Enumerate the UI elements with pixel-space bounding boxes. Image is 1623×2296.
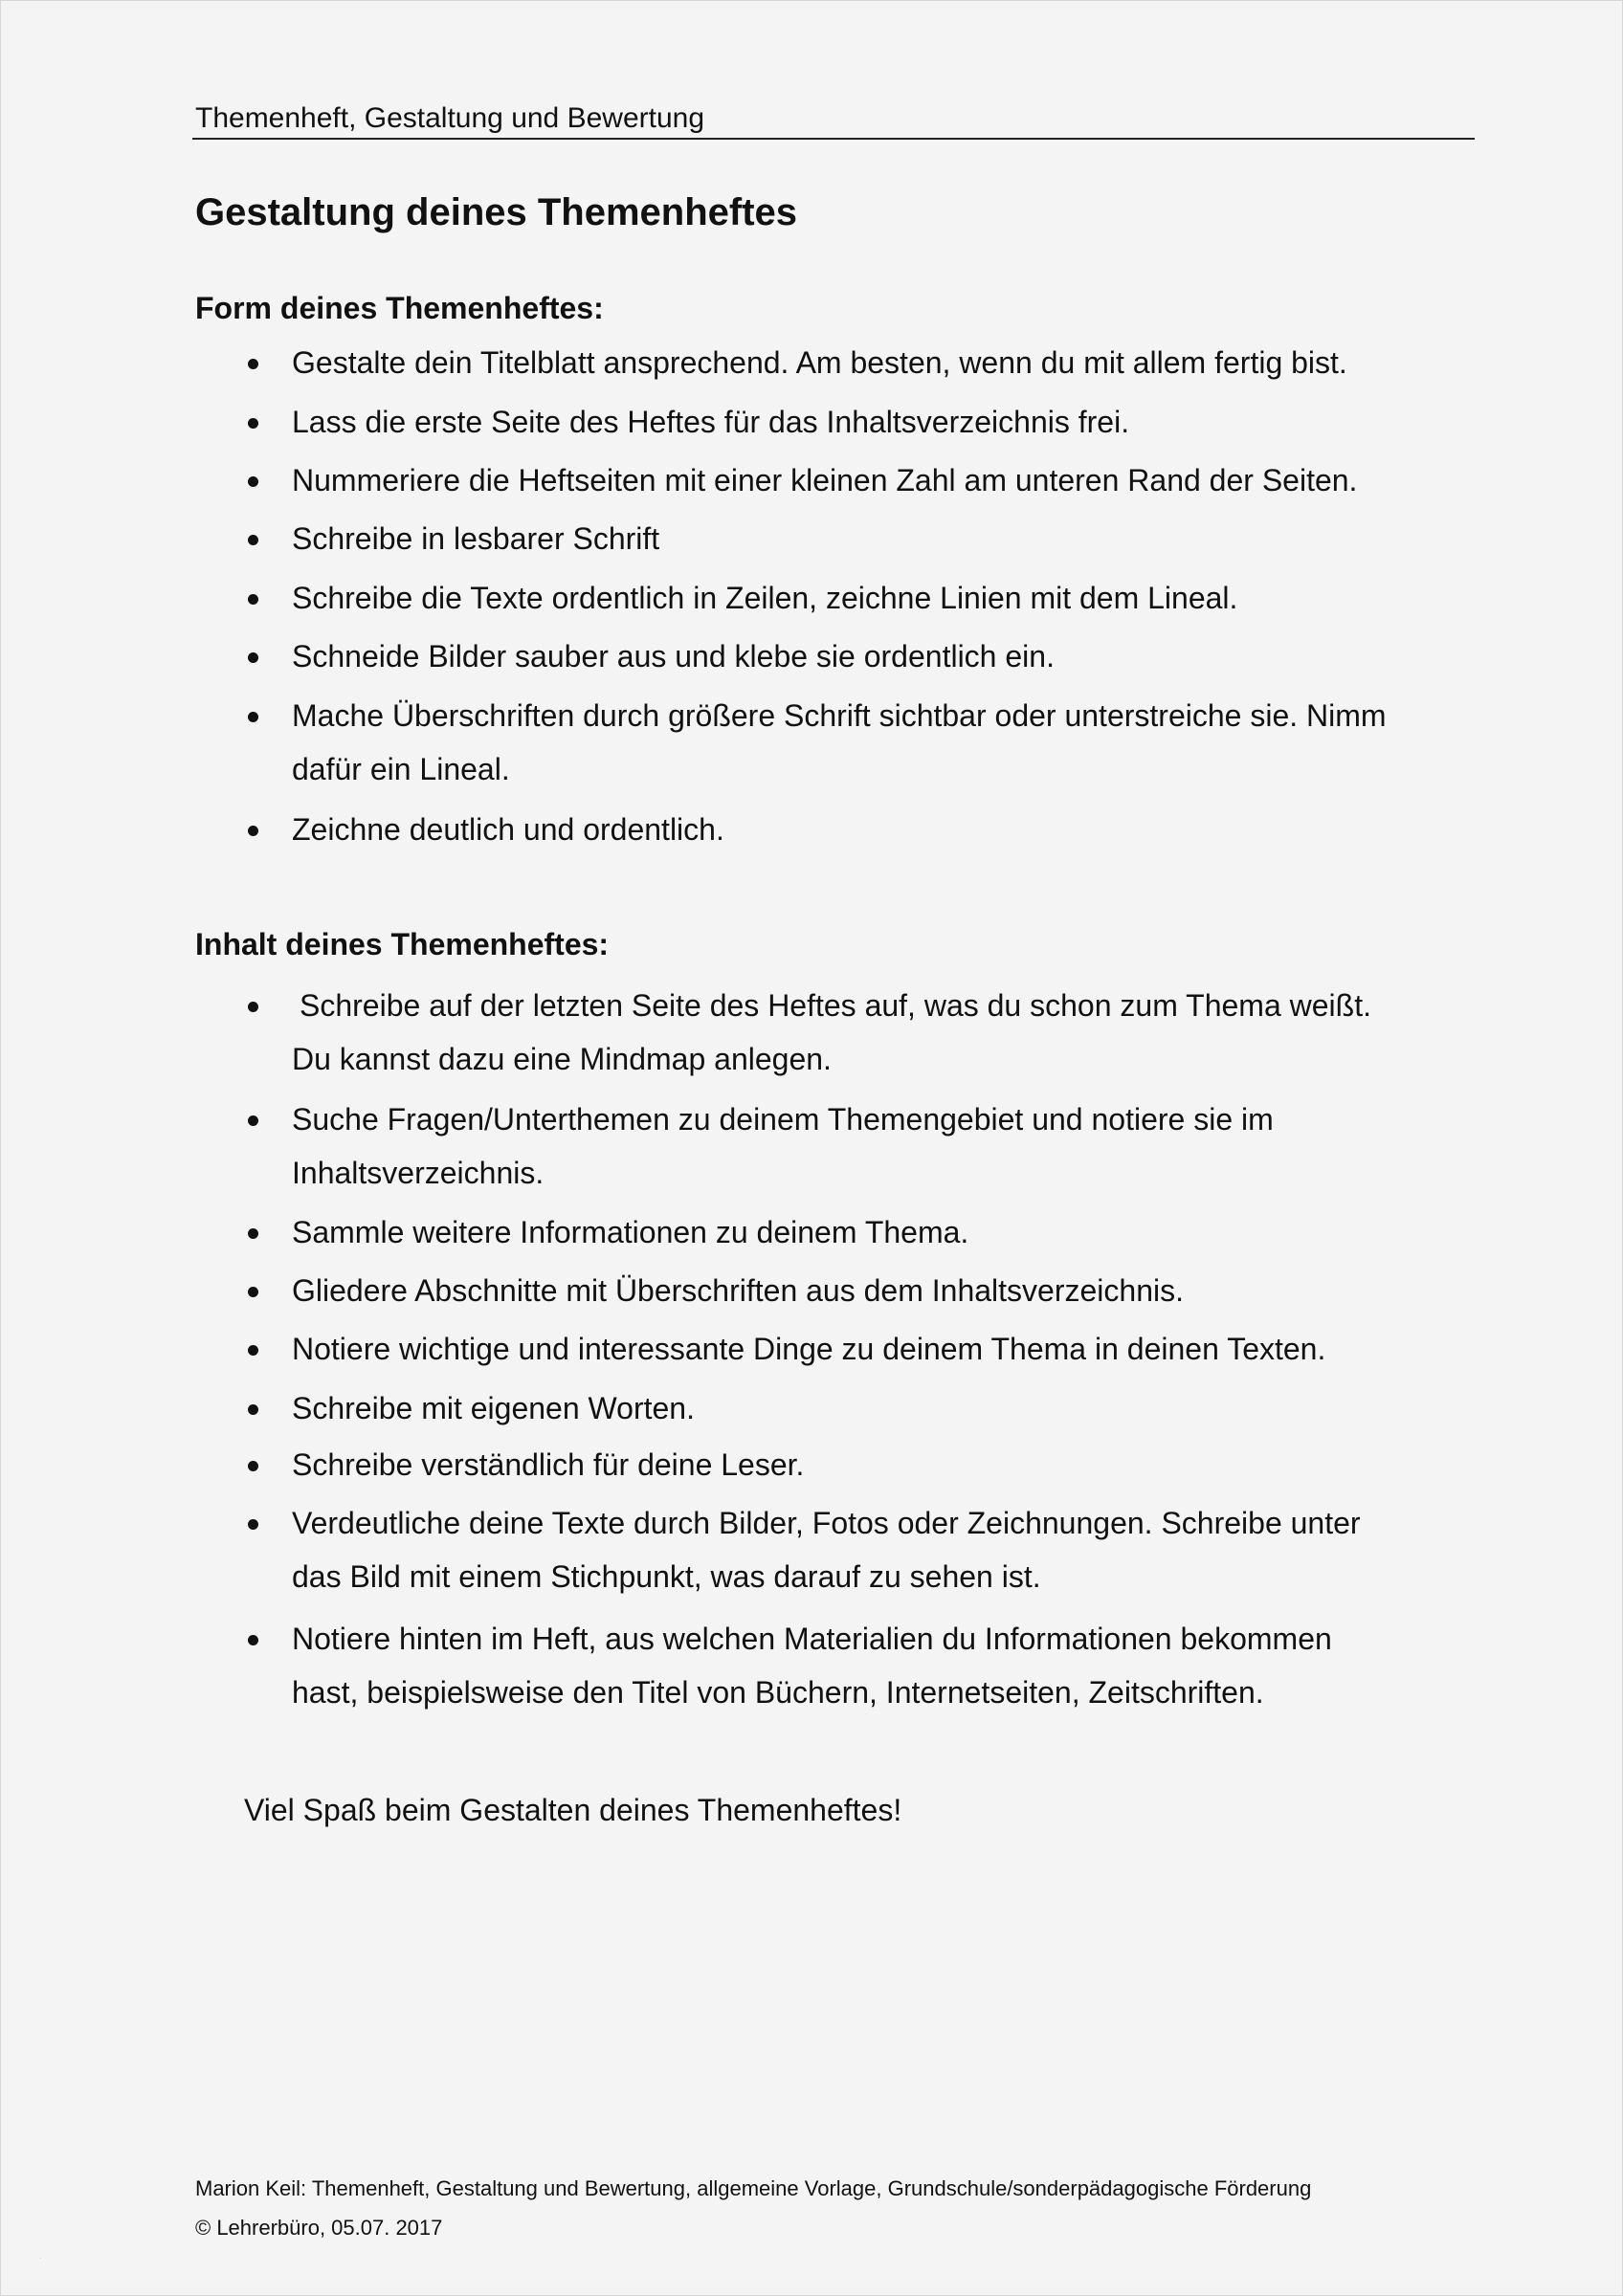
bullet-dot-icon bbox=[248, 535, 258, 545]
footer-credit: Marion Keil: Themenheft, Gestaltung und Bewertung, allgemeine Vorlage, Grundschule/sonderpädagogische Förderung bbox=[195, 2176, 1312, 2200]
list-item-text: Verdeutliche deine Texte durch Bilder, Fotos oder Zeichnungen. Schreibe unter bbox=[292, 1506, 1361, 1540]
list-item-text: Zeichne deutlich und ordentlich. bbox=[292, 812, 724, 847]
list-item-text: Schreibe auf der letzten Seite des Heftes auf, was du schon zum Thema weißt. bbox=[300, 988, 1371, 1023]
bullet-dot-icon bbox=[248, 1461, 258, 1471]
list-item-text: Suche Fragen/Unterthemen zu deinem Themengebiet und notiere sie im bbox=[292, 1102, 1274, 1137]
section-heading-content-colon: : bbox=[598, 927, 610, 961]
bullet-dot-icon bbox=[248, 1228, 258, 1239]
list-item-text: Schreibe verständlich für deine Leser. bbox=[292, 1447, 805, 1482]
section-heading-content-text: Inhalt deines Themenheftes bbox=[195, 927, 599, 961]
list-item-text: Du kannst dazu eine Mindmap anlegen. bbox=[292, 1042, 832, 1076]
closing-remark: Viel Spaß beim Gestalten deines Themenheftes! bbox=[244, 1793, 902, 1827]
bullet-dot-icon bbox=[248, 1287, 258, 1297]
list-item-text: Schreibe in lesbarer Schrift bbox=[292, 521, 660, 556]
bullet-dot-icon bbox=[248, 418, 258, 429]
section-heading-form-colon: : bbox=[593, 291, 604, 325]
bullet-dot-icon bbox=[248, 594, 258, 605]
list-item-text: dafür ein Lineal. bbox=[292, 752, 510, 786]
section-heading-form bbox=[195, 289, 604, 327]
list-item-text: Sammle weitere Informationen zu deinem Thema. bbox=[292, 1215, 969, 1249]
running-header: Themenheft, Gestaltung und Bewertung bbox=[195, 102, 705, 134]
bullet-dot-icon bbox=[248, 712, 258, 722]
bullet-dot-icon bbox=[248, 1635, 258, 1645]
list-item-text: hast, beispielsweise den Titel von Büchern, Internetseiten, Zeitschriften. bbox=[292, 1675, 1264, 1710]
list-item-text: Schneide Bilder sauber aus und klebe sie ordentlich ein. bbox=[292, 639, 1055, 673]
bullet-dot-icon bbox=[248, 826, 258, 836]
bullet-dot-icon bbox=[248, 1115, 258, 1126]
list-item-text: Gliedere Abschnitte mit Überschriften aus dem Inhaltsverzeichnis. bbox=[292, 1273, 1184, 1308]
page-title: Gestaltung deines Themenheftes bbox=[195, 191, 798, 233]
header-divider bbox=[192, 138, 1475, 140]
bullet-dot-icon bbox=[248, 1345, 258, 1356]
watermark-mark: . bbox=[39, 2251, 42, 2262]
list-item-text: Lass die erste Seite des Heftes für das Inhaltsverzeichnis frei. bbox=[292, 405, 1130, 439]
list-item-text: das Bild mit einem Stichpunkt, was darauf zu sehen ist. bbox=[292, 1559, 1041, 1594]
bullet-dot-icon bbox=[248, 1404, 258, 1415]
bullet-dot-icon bbox=[248, 652, 258, 663]
list-item-text: Schreibe mit eigenen Worten. bbox=[292, 1391, 695, 1425]
bullet-dot-icon bbox=[248, 1002, 258, 1012]
list-item-text: Nummeriere die Heftseiten mit einer kleinen Zahl am unteren Rand der Seiten. bbox=[292, 463, 1358, 497]
list-item-text: Notiere hinten im Heft, aus welchen Materialien du Informationen bekommen bbox=[292, 1622, 1332, 1656]
bullet-dot-icon bbox=[248, 359, 258, 369]
section-heading-content bbox=[195, 925, 609, 963]
list-item-text: Schreibe die Texte ordentlich in Zeilen, zeichne Linien mit dem Lineal. bbox=[292, 581, 1238, 615]
section-heading-form-text: Form deines Themenheftes bbox=[195, 291, 594, 325]
list-item-text: Notiere wichtige und interessante Dinge zu deinem Thema in deinen Texten. bbox=[292, 1332, 1326, 1366]
footer-copyright: © Lehrerbüro, 05.07. 2017 bbox=[195, 2216, 443, 2240]
bullet-dot-icon bbox=[248, 1519, 258, 1530]
list-item-text: Inhaltsverzeichnis. bbox=[292, 1156, 545, 1190]
list-item-text: Mache Überschriften durch größere Schrift sichtbar oder unterstreiche sie. Nimm bbox=[292, 698, 1387, 733]
list-item-text: Gestalte dein Titelblatt ansprechend. Am besten, wenn du mit allem fertig bist. bbox=[292, 345, 1347, 380]
bullet-dot-icon bbox=[248, 476, 258, 487]
